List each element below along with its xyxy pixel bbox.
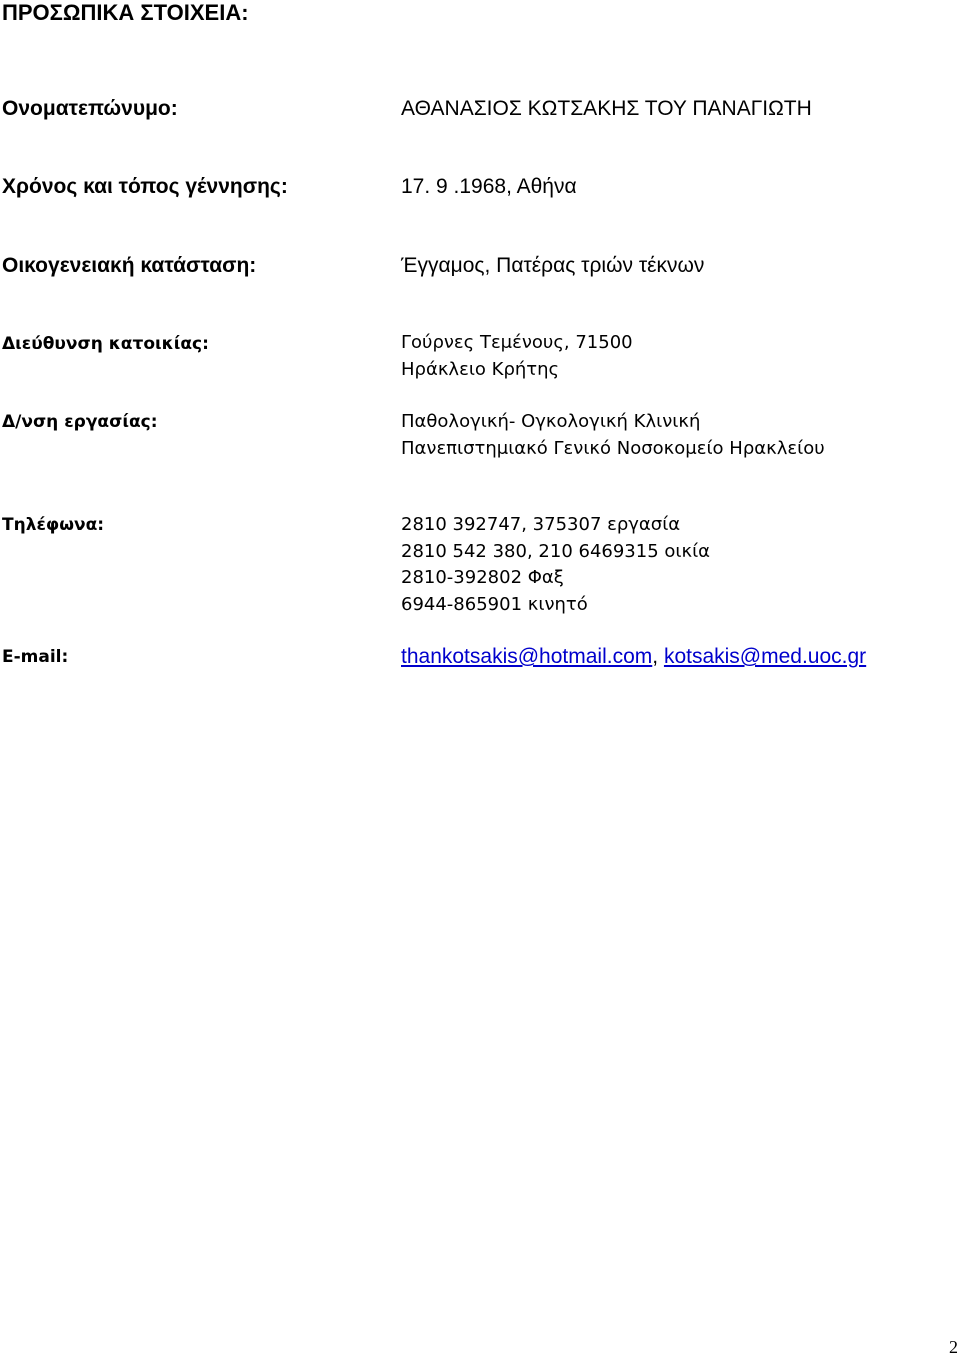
phone-line: 2810-392802 Φαξ — [401, 567, 564, 588]
phone-line: 2810 542 380, 210 6469315 οικία — [401, 540, 711, 562]
birth-label: Χρόνος και τόπος γέννησης: — [2, 175, 288, 198]
family-label: Οικογενειακή κατάσταση: — [2, 254, 257, 277]
birth-value: 17. 9 .1968, Αθήνα — [401, 175, 577, 198]
email-link-university[interactable]: kotsakis@med.uoc.gr — [663, 645, 867, 668]
email-label: E-mail: — [2, 647, 69, 667]
family-value: Έγγαμος, Πατέρας τριών τέκνων — [401, 254, 705, 277]
home-address-line: Γούρνες Τεμένους, 71500 — [401, 332, 633, 353]
home-address-line: Ηράκλειο Κρήτης — [401, 358, 560, 380]
home-address-label: Διεύθυνση κατοικίας: — [2, 334, 209, 354]
name-label: Ονοματεπώνυμο: — [2, 97, 178, 120]
work-address-line: Παθολογική- Ογκολογική Κλινική — [401, 411, 701, 432]
work-address-label: Δ/νση εργασίας: — [2, 412, 158, 432]
email-values — [401, 644, 866, 670]
email-link-hotmail[interactable]: thankotsakis@hotmail.com — [401, 645, 653, 668]
name-value: ΑΘΑΝΑΣΙΟΣ ΚΩΤΣΑΚΗΣ ΤΟΥ ΠΑΝΑΓΙΩΤΗ — [401, 97, 812, 120]
page-title: ΠΡΟΣΩΠΙΚΑ ΣΤΟΙΧΕΙΑ: — [2, 0, 249, 25]
phone-line: 2810 392747, 375307 εργασία — [401, 514, 681, 535]
phone-line: 6944-865901 κινητό — [401, 593, 588, 615]
phones-label: Τηλέφωνα: — [2, 515, 105, 535]
work-address-line: Πανεπιστημιακό Γενικό Νοσοκομείο Ηρακλείου — [401, 437, 825, 459]
page-number: 2 — [949, 1337, 958, 1357]
email-separator: , — [652, 645, 664, 668]
